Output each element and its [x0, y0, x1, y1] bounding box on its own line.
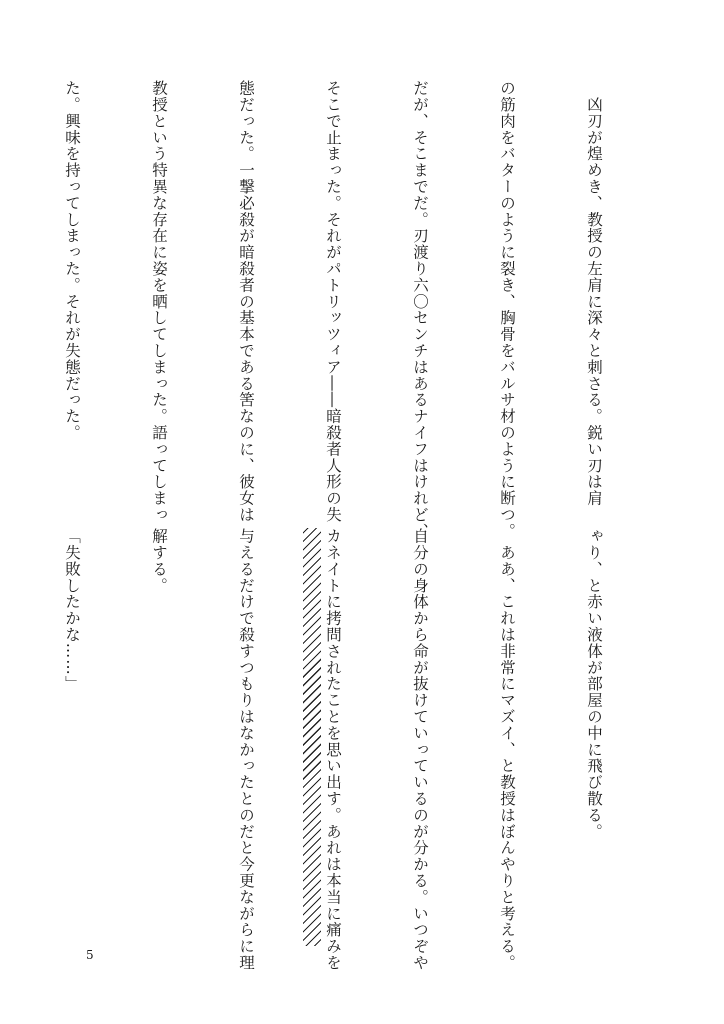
- text-line: カネイトに拷問されたことを思い出す。あれは本当に痛みを: [324, 528, 342, 971]
- scene-break-separator: [303, 528, 321, 946]
- text-line: 解する。: [150, 528, 168, 594]
- text-line: 自分の身体から命が抜けていっているのが分かる。いつぞや: [411, 528, 429, 971]
- text-line: 凶刃が煌めき、教授の左肩に深々と刺さる。鋭い刃は肩: [585, 80, 603, 507]
- text-line: そこで止まった。それがパトリッツィア――暗殺者人形の失: [324, 80, 342, 523]
- text-line: ああ、これは非常にマズイ、と教授はぼんやりと考える。: [498, 528, 516, 971]
- text-line: の筋肉をバターのように裂き、胸骨をバルサ材のように断つ。: [498, 80, 516, 540]
- text-line: 態だった。一撃必殺が暗殺者の基本である筈なのに、彼女は: [237, 80, 255, 523]
- text-line: 与えるだけで殺すつもりはなかったとのだと今更ながらに理: [237, 528, 255, 971]
- lower-text-block: [0, 528, 666, 971]
- page-number: 5: [86, 948, 94, 962]
- text-line: だが、そこまでだ。刃渡り六〇センチはあるナイフはけれど、: [411, 80, 429, 540]
- text-line: た。興味を持ってしまった。それが失態だった。: [63, 80, 81, 441]
- text-line: ゃり、と赤い液体が部屋の中に飛び散る。: [585, 528, 603, 840]
- text-line: 「失敗したかな……」: [63, 528, 81, 692]
- text-line: 教授という特異な存在に姿を晒してしまった。語ってしまっ: [150, 80, 168, 523]
- upper-text-block: [0, 80, 666, 540]
